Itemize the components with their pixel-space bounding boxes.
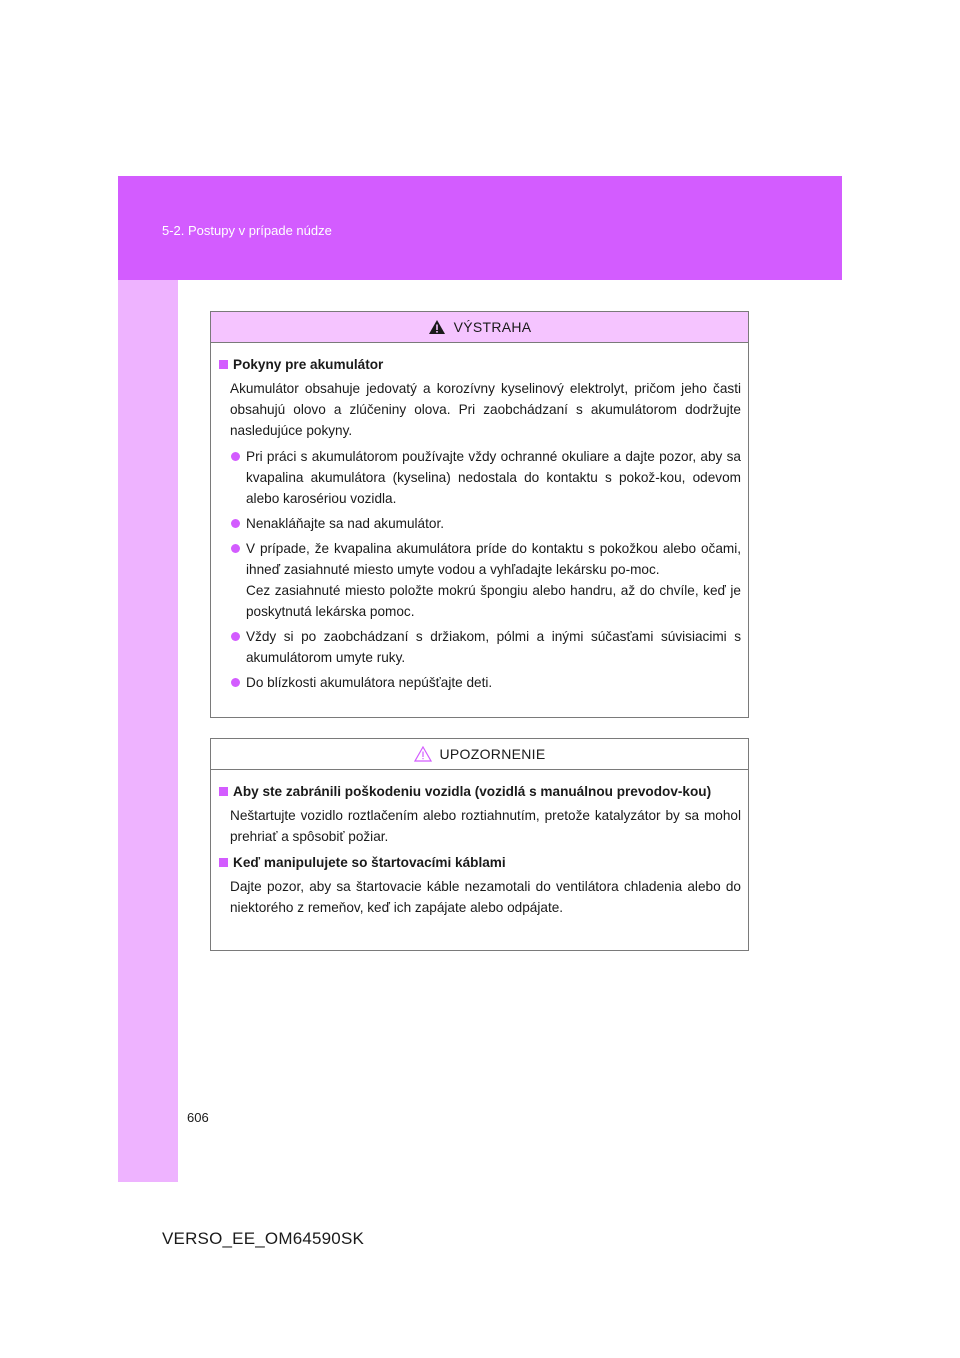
section-title: 5-2. Postupy v prípade núdze bbox=[162, 223, 332, 238]
caution-title: UPOZORNENIE bbox=[439, 746, 546, 762]
caution-heading-2: Keď manipulujete so štartovacími káblami bbox=[219, 852, 741, 873]
square-bullet-icon bbox=[219, 360, 228, 369]
caution-box bbox=[210, 738, 749, 951]
list-item: Nenakláňajte sa nad akumulátor. bbox=[219, 513, 741, 534]
caution-triangle-icon bbox=[414, 746, 432, 762]
warning-intro: Akumulátor obsahuje jedovatý a korozívny kyselinový elektrolyt, pričom jeho časti obsahujú olovo a zlúčeniny olova. Pri zaobchádzaní s akumulátorom dodržujte nasledujúce pokyny. bbox=[230, 381, 741, 438]
document-code: VERSO_EE_OM64590SK bbox=[162, 1229, 365, 1248]
warning-header bbox=[211, 312, 748, 343]
square-bullet-icon bbox=[219, 787, 228, 796]
caution-heading-1: Aby ste zabránili poškodeniu vozidla (vozidlá s manuálnou prevodov-kou) bbox=[219, 781, 741, 802]
circle-bullet-icon bbox=[231, 544, 240, 553]
list-item: Pri práci s akumulátorom používajte vždy ochranné okuliare a dajte pozor, aby sa kvapalina akumulátora (kyselina) nedostala do kontaktu s pokož-kou, odevom alebo karosériou vozidla. bbox=[219, 446, 741, 509]
page-number: 606 bbox=[187, 1110, 209, 1125]
circle-bullet-icon bbox=[231, 452, 240, 461]
circle-bullet-icon bbox=[231, 519, 240, 528]
square-bullet-icon bbox=[219, 858, 228, 867]
circle-bullet-icon bbox=[231, 678, 240, 687]
side-strip bbox=[118, 280, 178, 1182]
warning-heading: Pokyny pre akumulátor bbox=[219, 354, 741, 375]
warning-title: VÝSTRAHA bbox=[453, 319, 532, 335]
circle-bullet-icon bbox=[231, 632, 240, 641]
list-item: Vždy si po zaobchádzaní s držiakom, pólmi a inými súčasťami súvisiacimi s akumulátorom umyte ruky. bbox=[219, 626, 741, 668]
caution-text-1: Neštartujte vozidlo roztlačením alebo roztiahnutím, pretože katalyzátor by sa mohol prehriať a spôsobiť požiar. bbox=[230, 808, 741, 844]
caution-header bbox=[211, 739, 748, 770]
warning-triangle-icon bbox=[428, 319, 446, 335]
warning-box bbox=[210, 311, 749, 718]
list-item: V prípade, že kvapalina akumulátora príde do kontaktu s pokožkou alebo očami, ihneď zasiahnuté miesto umyte vodou a vyhľadajte lekársku po-moc. Cez zasiahnuté miesto položte mokrú špongiu alebo handru, až do chvíle, keď je poskytnutá lekárska pomoc. bbox=[219, 538, 741, 622]
caution-text-2: Dajte pozor, aby sa štartovacie káble nezamotali do ventilátora chladenia alebo do niektorého z remeňov, keď ich zapájate alebo odpájate. bbox=[230, 879, 741, 915]
list-item: Do blízkosti akumulátora nepúšťajte deti. bbox=[219, 672, 741, 693]
